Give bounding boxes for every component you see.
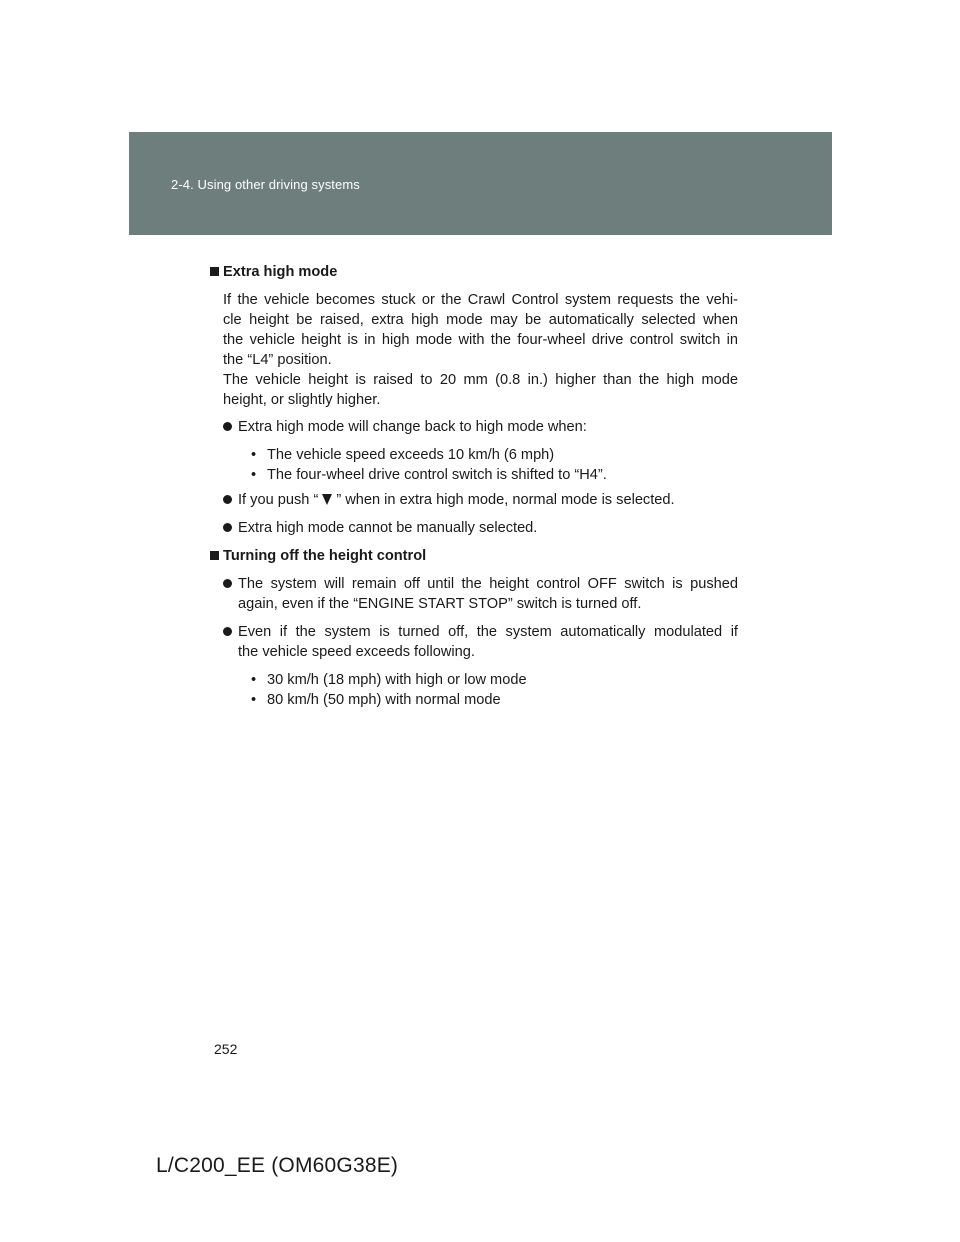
paragraph-line: height, or slightly higher. xyxy=(223,392,381,408)
heading-turning-off xyxy=(210,546,738,566)
document-code: L/C200_EE (OM60G38E) xyxy=(156,1154,399,1177)
bullet-item xyxy=(223,574,738,614)
sub-list-item xyxy=(251,690,738,710)
sub-list-item xyxy=(251,445,738,465)
heading-text: Extra high mode xyxy=(223,264,338,280)
sub-item-text: 30 km/h (18 mph) with high or low mode xyxy=(267,672,527,688)
round-bullet-icon xyxy=(223,523,232,532)
round-bullet-icon xyxy=(223,422,232,431)
sub-list xyxy=(251,445,738,485)
bullet-line: Even if the system is turned off, the system automatically modulated if xyxy=(238,624,738,640)
down-triangle-icon xyxy=(322,494,332,505)
bullet-item xyxy=(223,490,738,510)
sub-item-text: The vehicle speed exceeds 10 km/h (6 mph) xyxy=(267,447,555,463)
square-bullet-icon xyxy=(210,267,219,276)
bullet-item xyxy=(223,518,738,538)
header-band xyxy=(129,132,832,235)
sub-list-item xyxy=(251,465,738,485)
heading-text: Turning off the height control xyxy=(223,548,427,564)
bullet-text: Extra high mode cannot be manually selected. xyxy=(238,520,538,536)
round-bullet-icon xyxy=(223,627,232,636)
round-bullet-icon xyxy=(223,495,232,504)
sub-bullet-icon: • xyxy=(251,467,257,483)
paragraph-line: If the vehicle becomes stuck or the Crawl Control system requests the vehi- xyxy=(223,292,738,308)
heading-extra-high-mode xyxy=(210,262,738,282)
sub-bullet-icon: • xyxy=(251,692,257,708)
round-bullet-icon xyxy=(223,579,232,588)
sub-bullet-icon: • xyxy=(251,672,257,688)
paragraph-line: the vehicle height is in high mode with the four-wheel drive control switch in xyxy=(223,332,738,348)
sub-item-text: The four-wheel drive control switch is shifted to “H4”. xyxy=(267,467,607,483)
section-title: 2-4. Using other driving systems xyxy=(171,177,360,192)
paragraph-line: The vehicle height is raised to 20 mm (0.8 in.) higher than the high mode xyxy=(223,372,738,388)
bullet-text-before: If you push “ xyxy=(238,492,319,508)
paragraph-line: the “L4” position. xyxy=(223,352,332,368)
bullet-item xyxy=(223,622,738,662)
sub-list-item xyxy=(251,670,738,690)
sub-list xyxy=(251,670,738,710)
sub-item-text: 80 km/h (50 mph) with normal mode xyxy=(267,692,501,708)
bullet-line: the vehicle speed exceeds following. xyxy=(238,644,475,660)
paragraph-line: cle height be raised, extra high mode may be automatically selected when xyxy=(223,312,738,328)
sub-bullet-icon: • xyxy=(251,447,257,463)
bullet-item xyxy=(223,417,738,437)
extra-high-paragraph xyxy=(223,290,738,410)
bullet-line: again, even if the “ENGINE START STOP” switch is turned off. xyxy=(238,596,642,612)
bullet-line: The system will remain off until the height control OFF switch is pushed xyxy=(238,576,738,592)
square-bullet-icon xyxy=(210,551,219,560)
bullet-text: Extra high mode will change back to high mode when: xyxy=(238,419,587,435)
page-number: 252 xyxy=(214,1041,238,1057)
page-content xyxy=(210,262,738,715)
bullet-text-after: ” when in extra high mode, normal mode is selected. xyxy=(336,492,675,508)
